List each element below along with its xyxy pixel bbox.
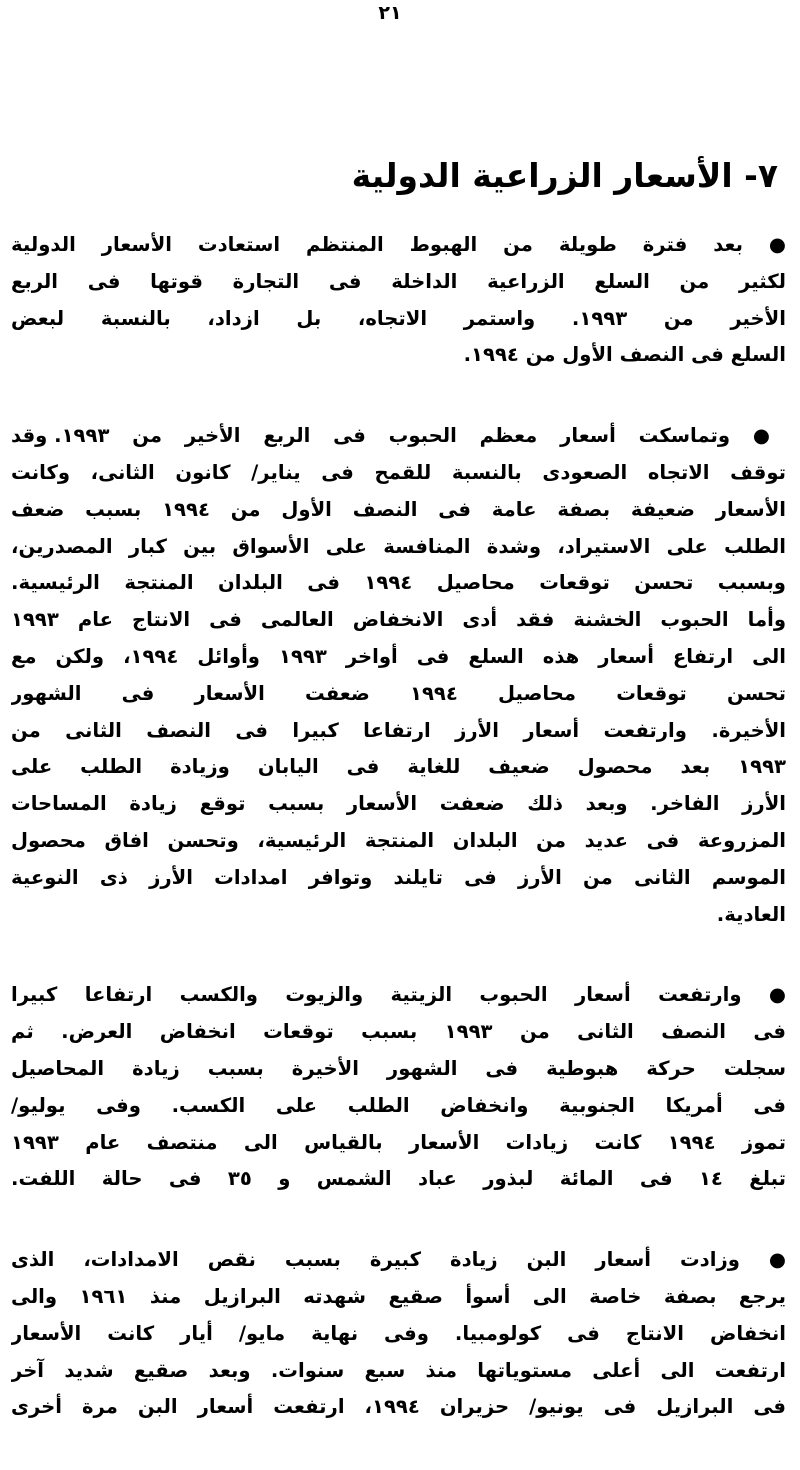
text-line: العادية. (716, 902, 786, 926)
text-line: الطلب على الاستيراد، وشدة المنافسة على الأسواق بين كبار المصدرين، (11, 534, 786, 558)
text-line: تبلغ ١٤ فى المائة لبذور عباد الشمس و ٣٥ فى حالة اللفت. (11, 1167, 786, 1191)
paragraph-4 (11, 1242, 786, 1426)
text-line: الأسعار ضعيفة بصفة عامة فى النصف الأول من ١٩٩٤ بسبب ضعف (11, 497, 786, 521)
paragraph-1 (11, 227, 786, 374)
text-line: الأخيرة. وارتفعت أسعار الأرز ارتفاعا كبيرا فى النصف الثانى من (11, 718, 786, 742)
text-line: لكثير من السلع الزراعية الداخلة فى التجارة قوتها فى الربع (11, 269, 786, 293)
text-line: السلع فى النصف الأول من ١٩٩٤. (463, 343, 786, 367)
text-line: انخفاض الانتاج فى كولومبيا. وفى نهاية مايو/ أيار كانت الأسعار (11, 1321, 786, 1345)
text-line: الموسم الثانى من الأرز فى تايلند وتوافر امدادات الأرز ذى النوعية (11, 865, 786, 889)
section-title: ٧- الأسعار الزراعية الدولية (351, 156, 778, 195)
text-line: فى أمريكا الجنوبية وانخفاض الطلب على الكسب. وفى يوليو/ (11, 1093, 786, 1117)
text-line: ● وارتفعت أسعار الحبوب الزيتية والزيوت والكسب ارتفاعا كبيرا (11, 983, 786, 1007)
text-line: ● بعد فترة طويلة من الهبوط المنتظم استعادت الأسعار الدولية (11, 233, 786, 256)
text-line: تحسن توقعات محاصيل ١٩٩٤ ضعفت الأسعار فى الشهور (11, 681, 786, 705)
text-line: فى النصف الثانى من ١٩٩٣ بسبب توقعات انخفاض العرض. ثم (11, 1020, 786, 1044)
text-line: وبسبب تحسن توقعات محاصيل ١٩٩٤ فى البلدان المنتجة الرئيسية. (11, 571, 786, 595)
text-line: ● وتماسكت أسعار معظم الحبوب فى الربع الأخير من ١٩٩٣. وقد (11, 424, 786, 448)
text-line: وأما الحبوب الخشنة فقد أدى الانخفاض العالمى فى الانتاج عام ١٩٩٣ (11, 608, 786, 632)
text-line: توقف الاتجاه الصعودى بالنسبة للقمح فى يناير/ كانون الثانى، وكانت (11, 460, 786, 484)
text-line: ارتفعت الى أعلى مستوياتها منذ سبع سنوات. وبعد صقيع شديد آخر (11, 1358, 786, 1382)
text-line: ● وزادت أسعار البن زيادة كبيرة بسبب نقص الامدادات، الذى (11, 1248, 786, 1272)
document-body (11, 227, 786, 1470)
text-line: يرجع بصفة خاصة الى أسوأ صقيع شهدته البرازيل منذ ١٩٦١ والى (11, 1284, 786, 1308)
paragraph-2 (11, 418, 786, 933)
text-line: تموز ١٩٩٤ كانت زيادات الأسعار بالقياس الى منتصف عام ١٩٩٣ (11, 1130, 786, 1154)
paragraph-3 (11, 977, 786, 1198)
text-line: الأخير من ١٩٩٣. واستمر الاتجاه، بل ازداد، بالنسبة لبعض (11, 306, 786, 330)
text-line: المزروعة فى عديد من البلدان المنتجة الرئيسية، وتحسن افاق محصول (11, 828, 786, 852)
text-line: فى البرازيل فى يونيو/ حزيران ١٩٩٤، ارتفعت أسعار البن مرة أخرى (11, 1395, 786, 1419)
page-number: ٢١ (378, 2, 402, 24)
text-line: ١٩٩٣ بعد محصول ضعيف للغاية فى اليابان وزيادة الطلب على (11, 755, 786, 779)
text-line: الأرز الفاخر. وبعد ذلك ضعفت الأسعار بسبب توقع زيادة المساحات (11, 792, 786, 816)
text-line: الى ارتفاع أسعار هذه السلع فى أواخر ١٩٩٣ وأوائل ١٩٩٤، ولكن مع (11, 644, 786, 668)
text-line: سجلت حركة هبوطية فى الشهور الأخيرة بسبب زيادة المحاصيل (11, 1056, 786, 1080)
